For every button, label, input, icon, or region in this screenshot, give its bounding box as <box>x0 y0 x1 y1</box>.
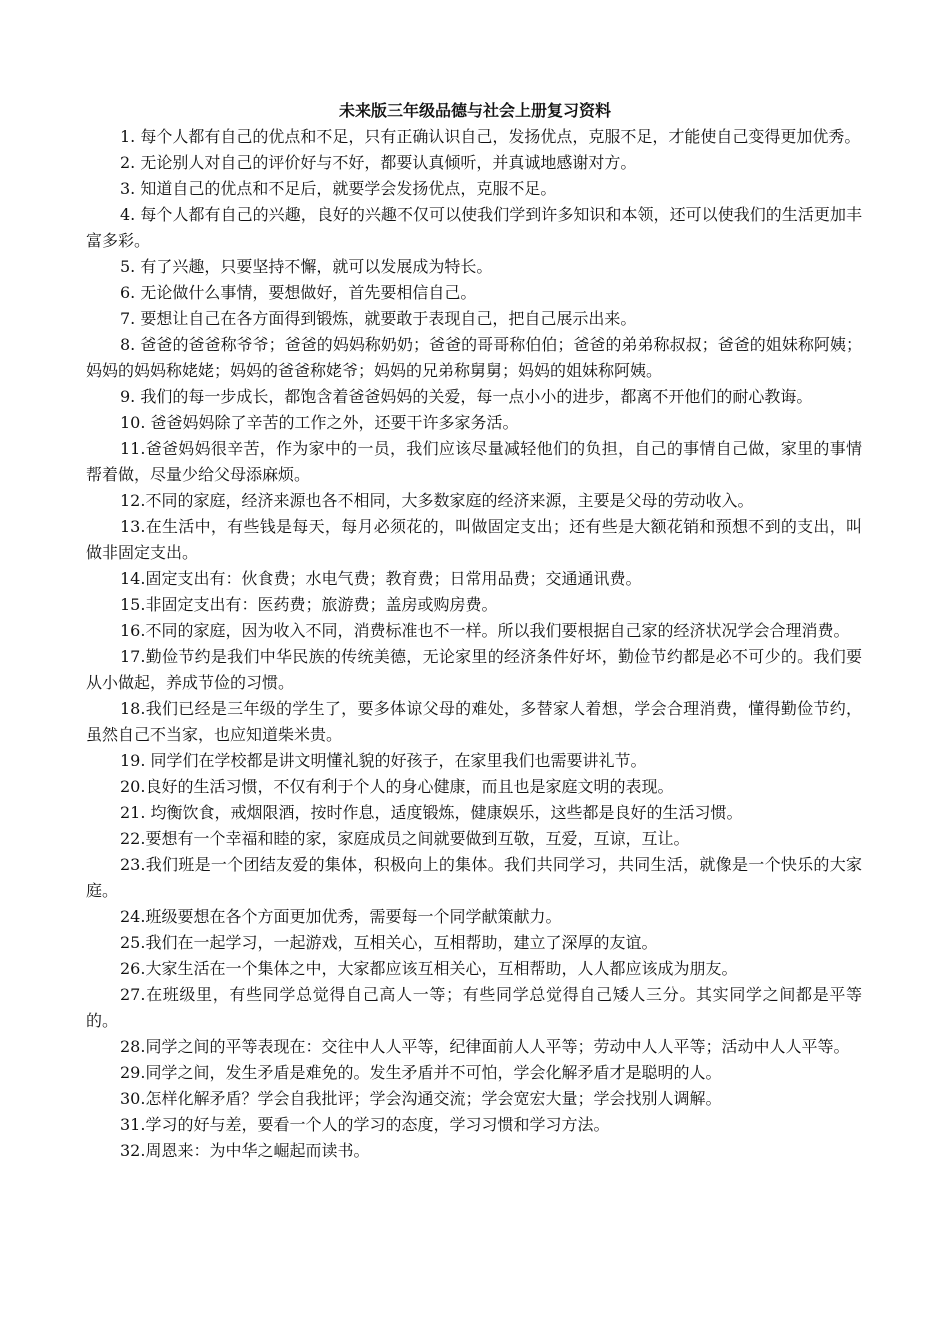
list-item: 10. 爸爸妈妈除了辛苦的工作之外，还要干许多家务活。 <box>120 413 519 432</box>
list-item: 6. 无论做什么事情，要想做好，首先要相信自己。 <box>120 283 477 302</box>
list-item: 30.怎样化解矛盾？学会自我批评；学会沟通交流；学会宽宏大量；学会找别人调解。 <box>120 1089 722 1108</box>
list-item: 23.我们班是一个团结友爱的集体，积极向上的集体。我们共同学习，共同生活，就像是一个快乐的大家庭。 <box>86 855 862 900</box>
document-title: 未来版三年级品德与社会上册复习资料 <box>338 101 611 120</box>
list-item: 14.固定支出有：伙食费；水电气费；教育费；日常用品费；交通通讯费。 <box>120 569 642 588</box>
list-item: 3. 知道自己的优点和不足后，就要学会发扬优点，克服不足。 <box>120 179 557 198</box>
list-item: 7. 要想让自己在各方面得到锻炼，就要敢于表现自己，把自己展示出来。 <box>120 309 637 328</box>
list-item: 5. 有了兴趣，只要坚持不懈，就可以发展成为特长。 <box>120 257 493 276</box>
list-item: 4. 每个人都有自己的兴趣，良好的兴趣不仅可以使我们学到许多知识和本领，还可以使我们的生活更加丰富多彩。 <box>86 205 862 250</box>
list-item: 27.在班级里，有些同学总觉得自己高人一等；有些同学总觉得自己矮人三分。其实同学之间都是平等的。 <box>86 985 862 1030</box>
list-item: 12.不同的家庭，经济来源也各不相同，大多数家庭的经济来源，主要是父母的劳动收入。 <box>120 491 754 510</box>
list-item: 1. 每个人都有自己的优点和不足，只有正确认识自己，发扬优点，克服不足，才能使自己变得更加优秀。 <box>120 127 861 146</box>
list-item: 11.爸爸妈妈很辛苦，作为家中的一员，我们应该尽量减轻他们的负担，自己的事情自己做，家里的事情帮着做，尽量少给父母添麻烦。 <box>86 439 862 484</box>
list-item: 32.周恩来：为中华之崛起而读书。 <box>120 1141 370 1160</box>
list-item: 26.大家生活在一个集体之中，大家都应该互相关心，互相帮助，人人都应该成为朋友。 <box>120 959 738 978</box>
list-item: 13.在生活中，有些钱是每天，每月必须花的，叫做固定支出；还有些是大额花销和预想不到的支出，叫做非固定支出。 <box>86 517 862 562</box>
list-item: 8. 爸爸的爸爸称爷爷；爸爸的妈妈称奶奶；爸爸的哥哥称伯伯；爸爸的弟弟称叔叔；爸爸的姐妹称阿姨；妈妈的妈妈称姥姥；妈妈的爸爸称姥爷；妈妈的兄弟称舅舅；妈妈的姐妹称阿姨。 <box>86 335 862 380</box>
list-item: 22.要想有一个幸福和睦的家，家庭成员之间就要做到互敬，互爱，互谅，互让。 <box>120 829 690 848</box>
list-item: 19. 同学们在学校都是讲文明懂礼貌的好孩子，在家里我们也需要讲礼节。 <box>120 751 647 770</box>
list-item: 25.我们在一起学习，一起游戏，互相关心，互相帮助，建立了深厚的友谊。 <box>120 933 658 952</box>
list-item: 28.同学之间的平等表现在：交往中人人平等，纪律面前人人平等；劳动中人人平等；活动中人人平等。 <box>120 1037 850 1056</box>
list-item: 18.我们已经是三年级的学生了，要多体谅父母的难处，多替家人着想，学会合理消费，懂得勤俭节约，虽然自己不当家，也应知道柴米贵。 <box>86 699 862 744</box>
list-item: 16.不同的家庭，因为收入不同，消费标准也不一样。所以我们要根据自己家的经济状况学会合理消费。 <box>120 621 850 640</box>
list-item: 20.良好的生活习惯，不仅有利于个人的身心健康，而且也是家庭文明的表现。 <box>120 777 674 796</box>
list-item: 31.学习的好与差，要看一个人的学习的态度，学习习惯和学习方法。 <box>120 1115 610 1134</box>
list-item: 29.同学之间，发生矛盾是难免的。发生矛盾并不可怕，学会化解矛盾才是聪明的人。 <box>120 1063 722 1082</box>
list-item: 21. 均衡饮食，戒烟限酒，按时作息，适度锻炼，健康娱乐，这些都是良好的生活习惯。 <box>120 803 743 822</box>
list-item: 2. 无论别人对自己的评价好与不好，都要认真倾听，并真诚地感谢对方。 <box>120 153 637 172</box>
document-body <box>86 124 862 1164</box>
list-item: 17.勤俭节约是我们中华民族的传统美德，无论家里的经济条件好坏，勤俭节约都是必不可少的。我们要从小做起，养成节俭的习惯。 <box>86 647 862 692</box>
list-item: 24.班级要想在各个方面更加优秀，需要每一个同学献策献力。 <box>120 907 562 926</box>
list-item: 15.非固定支出有：医药费；旅游费；盖房或购房费。 <box>120 595 498 614</box>
list-item: 9. 我们的每一步成长，都饱含着爸爸妈妈的关爱，每一点小小的进步，都离不开他们的耐心教诲。 <box>120 387 813 406</box>
